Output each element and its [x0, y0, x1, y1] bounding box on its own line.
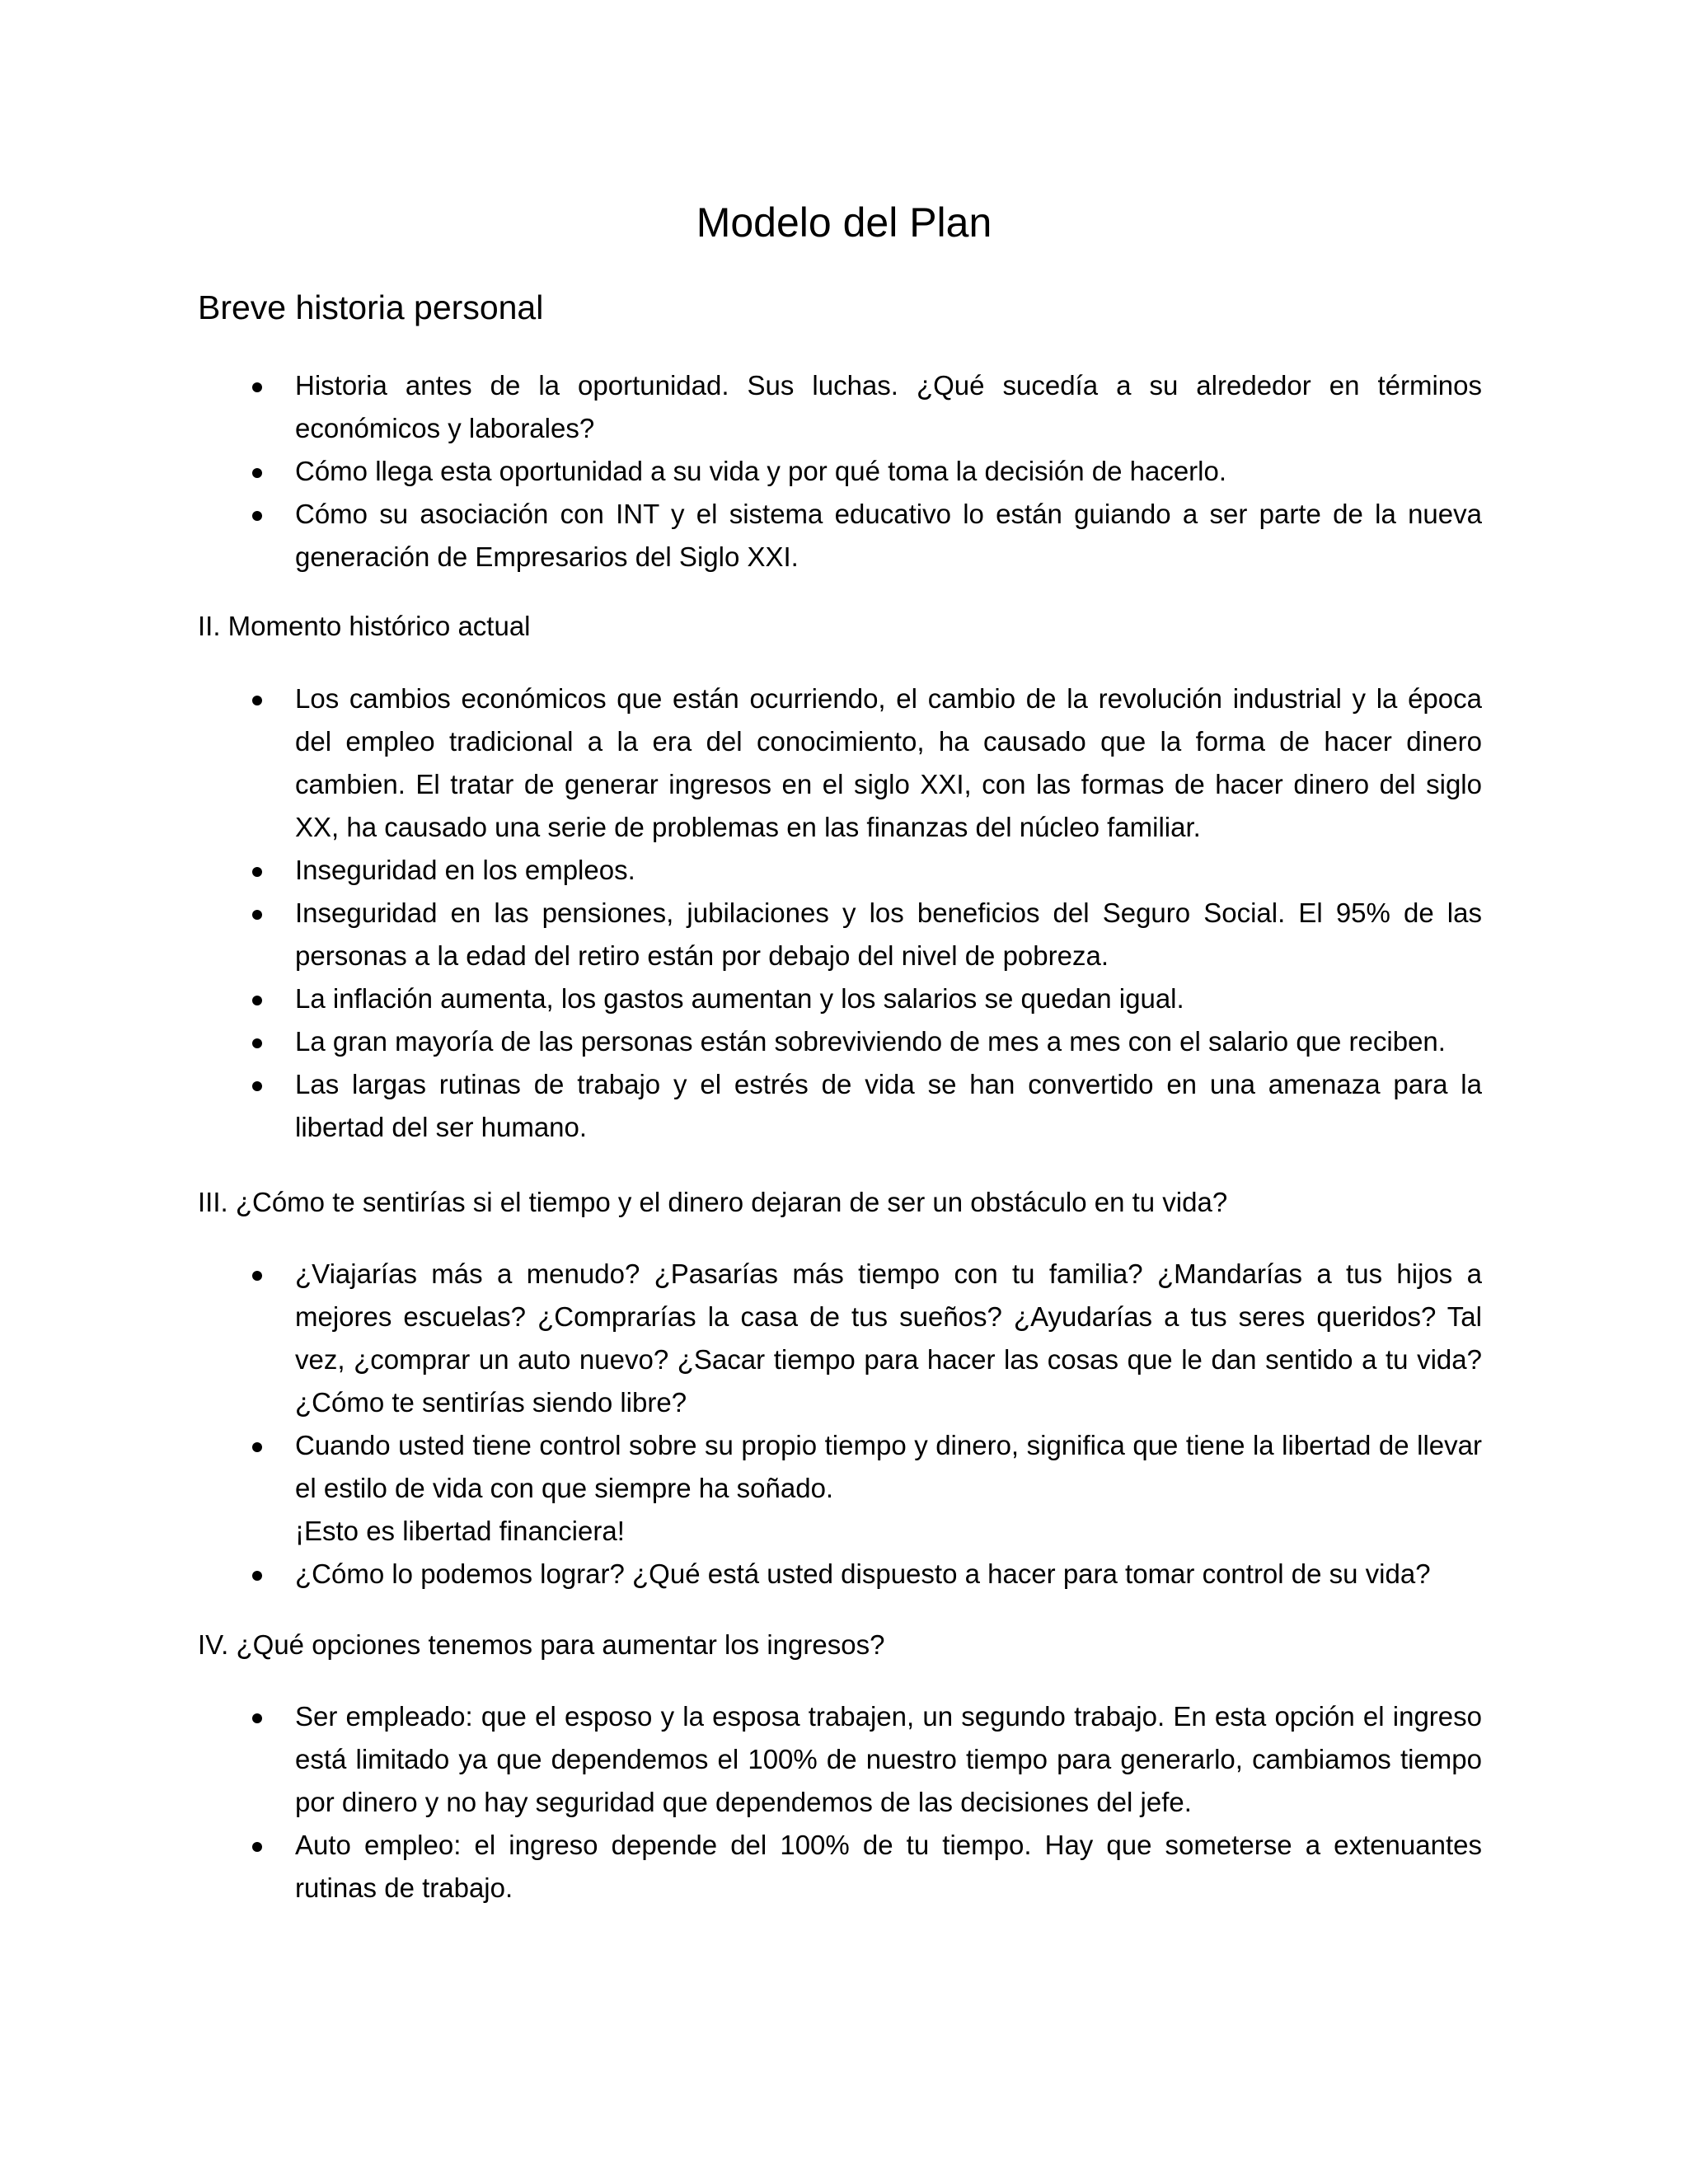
section-4-list — [295, 1695, 1482, 1910]
list-item — [295, 450, 1482, 493]
list-item-text: La gran mayoría de las personas están sobreviviendo de mes a mes con el salario que reciben. — [295, 1026, 1446, 1057]
bullet-icon — [249, 849, 265, 892]
section-1-list — [295, 364, 1482, 579]
list-item-text: Inseguridad en las pensiones, jubilaciones y los beneficios del Seguro Social. El 95% de las personas a la edad del retiro están por debajo del nivel de pobreza. — [295, 898, 1482, 971]
list-item — [295, 1020, 1482, 1063]
list-item — [295, 849, 1482, 892]
section-4-heading: IV. ¿Qué opciones tenemos para aumentar los ingresos? — [198, 1629, 885, 1660]
list-item — [295, 677, 1482, 849]
bullet-icon — [249, 1695, 265, 1738]
bullet-icon — [249, 1253, 265, 1296]
list-item — [295, 1424, 1482, 1553]
list-item-text: Las largas rutinas de trabajo y el estrés de vida se han convertido en una amenaza para la libertad del ser humano. — [295, 1069, 1482, 1142]
bullet-icon — [249, 1063, 265, 1106]
list-item-text: Auto empleo: el ingreso depende del 100% de tu tiempo. Hay que someterse a extenuantes rutinas de trabajo. — [295, 1830, 1482, 1903]
list-item-text: Ser empleado: que el esposo y la esposa trabajen, un segundo trabajo. En esta opción el ingreso está limitado ya que dependemos el 100% de nuestro tiempo para generarlo, cambiamos tiempo por dinero y no hay seguridad que dependemos de las decisiones del jefe. — [295, 1701, 1482, 1817]
list-item — [295, 1824, 1482, 1910]
list-item-text: Inseguridad en los empleos. — [295, 855, 635, 885]
section-1-heading: Breve historia personal — [198, 288, 544, 326]
list-item — [295, 1695, 1482, 1824]
list-item — [295, 493, 1482, 579]
document-title: Modelo del Plan — [696, 199, 992, 246]
bullet-icon — [249, 1553, 265, 1596]
section-3-heading: III. ¿Cómo te sentirías si el tiempo y el dinero dejaran de ser un obstáculo en tu vida? — [198, 1187, 1228, 1217]
list-item-text: Cuando usted tiene control sobre su propio tiempo y dinero, significa que tiene la libertad de llevar el estilo de vida con que siempre ha soñado. — [295, 1430, 1482, 1503]
list-item-text: ¿Cómo lo podemos lograr? ¿Qué está usted dispuesto a hacer para tomar control de su vida? — [295, 1558, 1431, 1589]
list-item-text: Historia antes de la oportunidad. Sus luchas. ¿Qué sucedía a su alrededor en términos económicos y laborales? — [295, 370, 1482, 443]
bullet-icon — [249, 892, 265, 935]
bullet-icon — [249, 364, 265, 407]
list-item-text: Cómo su asociación con INT y el sistema educativo lo están guiando a ser parte de la nueva generación de Empresarios del Siglo XXI. — [295, 499, 1482, 572]
section-2-list — [295, 677, 1482, 1149]
list-item — [295, 1063, 1482, 1149]
list-item-emphasis: ¡Esto es libertad financiera! — [295, 1516, 625, 1546]
list-item-text: Cómo llega esta oportunidad a su vida y por qué toma la decisión de hacerlo. — [295, 456, 1227, 486]
bullet-icon — [249, 493, 265, 536]
bullet-icon — [249, 1424, 265, 1467]
bullet-icon — [249, 977, 265, 1020]
list-item — [295, 364, 1482, 450]
section-2-heading: II. Momento histórico actual — [198, 611, 531, 641]
bullet-icon — [249, 1824, 265, 1867]
list-item — [295, 1253, 1482, 1424]
list-item — [295, 1553, 1482, 1596]
list-item-text: La inflación aumenta, los gastos aumentan y los salarios se quedan igual. — [295, 983, 1184, 1014]
list-item-text: ¿Viajarías más a menudo? ¿Pasarías más tiempo con tu familia? ¿Mandarías a tus hijos a mejores escuelas? ¿Comprarías la casa de tus sueños? ¿Ayudarías a tus seres queridos? Tal vez, ¿comprar un auto nuevo? ¿Sacar tiempo para hacer las cosas que le dan sentido a tu vida? ¿Cómo te sentirías siendo libre? — [295, 1258, 1482, 1418]
list-item — [295, 977, 1482, 1020]
bullet-icon — [249, 677, 265, 720]
bullet-icon — [249, 450, 265, 493]
list-item — [295, 892, 1482, 977]
bullet-icon — [249, 1020, 265, 1063]
list-item-text: Los cambios económicos que están ocurriendo, el cambio de la revolución industrial y la época del empleo tradicional a la era del conocimiento, ha causado que la forma de hacer dinero cambien. El tratar de generar ingresos en el siglo XXI, con las formas de hacer dinero del siglo XX, ha causado una serie de problemas en las finanzas del núcleo familiar. — [295, 683, 1482, 842]
section-3-list — [295, 1253, 1482, 1596]
